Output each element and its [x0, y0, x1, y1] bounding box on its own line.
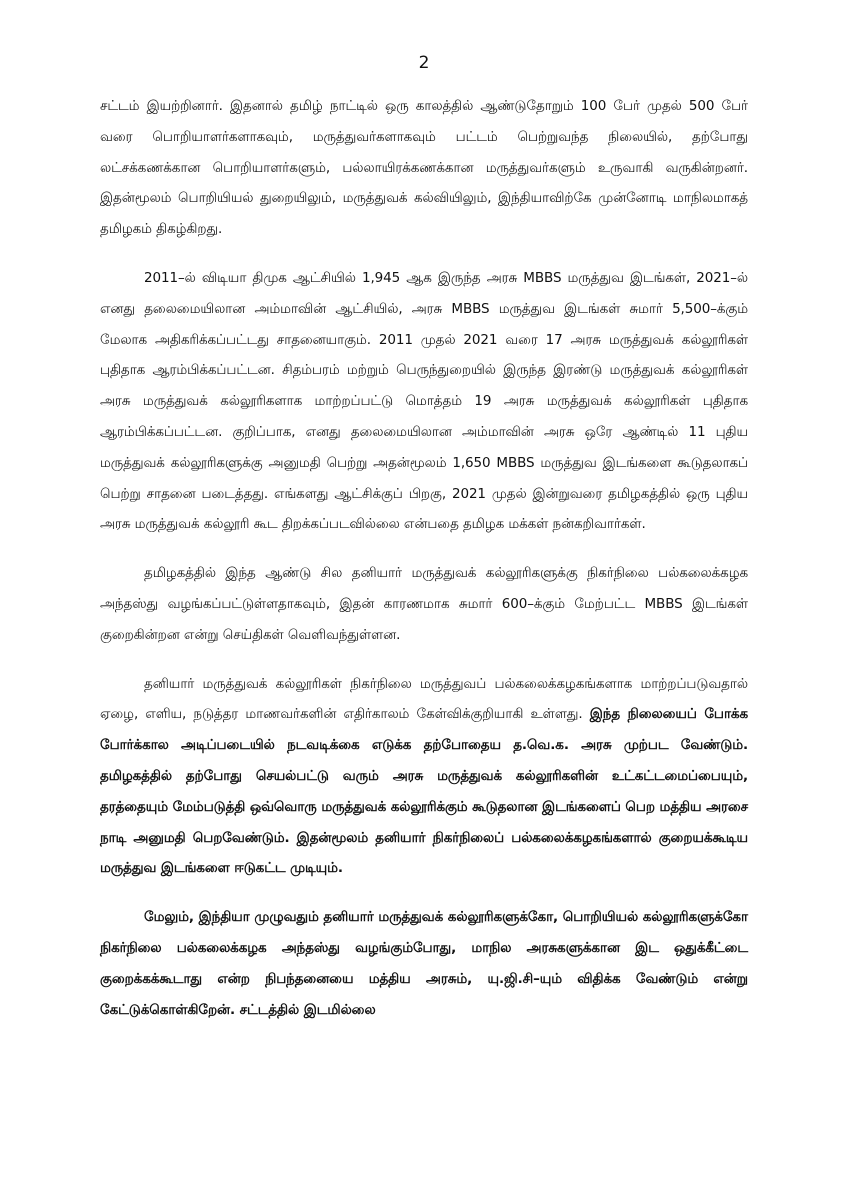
paragraph-5: மேலும், இந்தியா முழுவதும் தனியார் மருத்துவக் கல்லூரிகளுக்கோ, பொறியியல் கல்லூரிகளுக்கோ நிகர்நிலை பல்கலைக்கழக அந்தஸ்து வழங்கும்போது, மாநில அரசுகளுக்கான இட ஒதுக்கீட்டை குறைக்கக்கூடாது என்ற நிபந்தனையை மத்திய அரசும், யு.ஜி.சி–யும் விதிக்க வேண்டும் என்று கேட்டுக்கொள்கிறேன். சட்டத்தில் இடமில்லை — [100, 909, 748, 1018]
document-body — [100, 91, 748, 1043]
paragraph-3: தமிழகத்தில் இந்த ஆண்டு சில தனியார் மருத்துவக் கல்லூரிகளுக்கு நிகர்நிலை பல்கலைக்கழக அந்தஸ்து வழங்கப்பட்டுள்ளதாகவும், இதன் காரணமாக சுமார் 600–க்கும் மேற்பட்ட MBBS இடங்கள் குறைகின்றன என்று செய்திகள் வெளிவந்துள்ளன. — [100, 565, 748, 643]
paragraph-1: சட்டம் இயற்றினார். இதனால் தமிழ் நாட்டில் ஒரு காலத்தில் ஆண்டுதோறும் 100 பேர் முதல் 500 பேர் வரை பொறியாளர்களாகவும், மருத்துவர்களாகவும் பட்டம் பெற்றுவந்த நிலையில், தற்போது லட்சக்கணக்கான பொறியாளர்களும், பல்லாயிரக்கணக்கான மருத்துவர்களும் உருவாகி வருகின்றனர். இதன்மூலம் பொறியியல் துறையிலும், மருத்துவக் கல்வியிலும், இந்தியாவிற்கே முன்னோடி மாநிலமாகத் தமிழகம் திகழ்கிறது. — [100, 98, 748, 238]
paragraph-4-bold-text: இந்த நிலையைப் போக்க போர்க்கால அடிப்படையில் நடவடிக்கை எடுக்க தற்போதைய த.வெ.க. அரசு முற்பட வேண்டும். தமிழகத்தில் தற்போது செயல்பட்டு வரும் அரசு மருத்துவக் கல்லூரிகளின் உட்கட்டமைப்பையும், தரத்தையும் மேம்படுத்தி ஒவ்வொரு மருத்துவக் கல்லூரிக்கும் கூடுதலான இடங்களைப் பெற மத்திய அரசை நாடி அனுமதி பெறவேண்டும். இதன்மூலம் தனியார் நிகர்நிலைப் பல்கலைக்கழகங்களால் குறையக்கூடிய மருத்துவ இடங்களை ஈடுகட்ட முடியும். — [100, 706, 748, 877]
paragraph-2: 2011–ல் விடியா திமுக ஆட்சியில் 1,945 ஆக இருந்த அரசு MBBS மருத்துவ இடங்கள், 2021–ல் எனது தலைமையிலான அம்மாவின் ஆட்சியில், அரசு MBBS மருத்துவ இடங்கள் சுமார் 5,500–க்கும் மேலாக அதிகரிக்கப்பட்டது சாதனையாகும். 2011 முதல் 2021 வரை 17 அரசு மருத்துவக் கல்லூரிகள் புதிதாக ஆரம்பிக்கப்பட்டன. சிதம்பரம் மற்றும் பெருந்துறையில் இருந்த இரண்டு மருத்துவக் கல்லூரிகள் அரசு மருத்துவக் கல்லூரிகளாக மாற்றப்பட்டு மொத்தம் 19 அரசு மருத்துவக் கல்லூரிகள் புதிதாக ஆரம்பிக்கப்பட்டன. குறிப்பாக, எனது தலைமையிலான அம்மாவின் அரசு ஒரே ஆண்டில் 11 புதிய மருத்துவக் கல்லூரிகளுக்கு அனுமதி பெற்று அதன்மூலம் 1,650 MBBS மருத்துவ இடங்களை கூடுதலாகப் பெற்று சாதனை படைத்தது. எங்களது ஆட்சிக்குப் பிறகு, 2021 முதல் இன்றுவரை தமிழகத்தில் ஒரு புதிய அரசு மருத்துவக் கல்லூரி கூட திறக்கப்படவில்லை என்பதை தமிழக மக்கள் நன்கறிவார்கள். — [100, 269, 748, 533]
paragraph-4 — [100, 669, 748, 885]
page-number: 2 — [418, 53, 430, 73]
paragraph-4-text: தனியார் மருத்துவக் கல்லூரிகள் நிகர்நிலை மருத்துவப் பல்கலைக்கழகங்களாக மாற்றப்படுவதால் ஏழை, எளிய, நடுத்தர மாணவர்களின் எதிர்காலம் கேள்விக்குறியாகி உள்ளது. — [100, 675, 748, 723]
